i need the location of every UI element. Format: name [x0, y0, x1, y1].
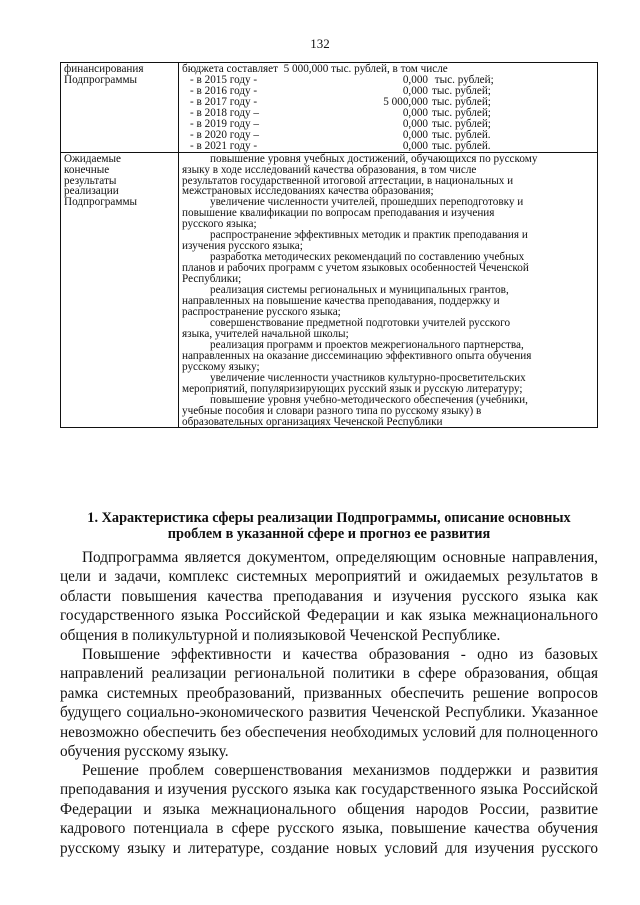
result-line: Республики;	[182, 273, 242, 286]
paragraph-line: Федерации и языка межнационального общения народов России, развитие	[60, 800, 598, 818]
expected-result-item	[182, 373, 595, 395]
table-row-expected-results	[61, 152, 598, 428]
page-number: 132	[310, 36, 330, 51]
year-unit: тыс. рублей;	[432, 106, 491, 119]
financing-year-row	[182, 141, 595, 152]
year-unit: тыс. рублей;	[432, 73, 494, 86]
result-line: мероприятий, популяризирующих русский язык и русскую литературу;	[182, 382, 523, 395]
label-line: результаты	[64, 174, 117, 187]
label-line: Подпрограммы	[64, 73, 138, 86]
result-line: распространение русского языка;	[182, 305, 341, 318]
heading-line: проблем в указанной сфере и прогноз ее развития	[167, 526, 491, 542]
expected-result-item	[182, 395, 595, 428]
year-unit: тыс. рублей.	[432, 128, 491, 141]
paragraph-line: будущего социально-экономического развития Чеченской Республики. Указанное	[60, 704, 598, 722]
expected-result-item	[182, 252, 595, 285]
paragraph-line: общения в поликультурной и полиязыковой Чеченской Республике.	[60, 626, 501, 644]
results-value-cell	[179, 152, 598, 428]
result-line: русскому языку;	[182, 360, 260, 373]
paragraph-line: русскому языку и литературе, создание новых условий для изучения русского	[60, 839, 598, 857]
expected-result-item	[182, 340, 595, 373]
year-label: - в 2021 году -	[190, 139, 258, 152]
paragraph-line: Повышение эффективности и качества образования - одно из базовых	[82, 646, 598, 663]
result-line: совершенствование предметной подготовки учителей русского	[210, 316, 511, 329]
paragraph-line: цели и задачи, комплекс системных мероприятий и ожидаемых результатов в	[60, 568, 598, 586]
paragraph-line: обучения русскому языку.	[60, 743, 229, 761]
paragraph-3	[60, 761, 598, 858]
result-line: учебные пособия и словари разного типа по русскому языку) в	[182, 404, 482, 417]
year-label: - в 2016 году -	[190, 84, 258, 97]
result-line: языка, учителей начальной школы;	[182, 327, 349, 340]
year-label: - в 2019 году –	[190, 117, 260, 130]
results-label-cell	[61, 152, 179, 428]
year-amount: 0,000	[402, 117, 428, 130]
result-line: образовательных организациях Чеченской Республики	[182, 415, 443, 428]
result-line: языку в ходе исследований качества образования, в том числе	[182, 163, 477, 176]
paragraph-line: направлений реализации региональной политики в сфере образования, общая	[60, 665, 598, 683]
result-line: повышение уровня учебных достижений, обучающихся по русскому	[210, 152, 538, 165]
result-line: увеличение численности участников культурно-просветительских	[210, 371, 526, 384]
result-line: разработка методических рекомендаций по составлению учебных	[210, 251, 525, 264]
financing-label-cell	[61, 63, 179, 153]
result-line: русского языка;	[182, 218, 257, 231]
paragraph-line: кадрового потенциала в сфере русского языка, повышение качества обучения	[60, 820, 598, 838]
paragraph-line: невозможно обеспечить без обеспечения необходимых условий для полноценного	[60, 723, 598, 741]
table-row-financing	[61, 63, 598, 153]
subprogram-passport-table	[60, 62, 598, 428]
expected-result-item	[182, 197, 595, 230]
paragraph-2	[60, 645, 598, 761]
result-line: повышение уровня учебно-методического обеспечения (учебники,	[210, 393, 528, 406]
label-line: Подпрограммы	[64, 196, 138, 209]
financing-intro: бюджета составляет 5 000,000 тыс. рублей, в том числе	[182, 63, 448, 75]
result-line: планов и рабочих программ с учетом языковых особенностей Чеченской	[182, 262, 529, 275]
expected-result-item	[182, 154, 595, 198]
result-line: распространение эффективных методик и практик преподавания и	[210, 229, 528, 242]
year-amount: 0,000	[402, 139, 428, 152]
year-amount: 0,000	[402, 84, 428, 97]
paragraph-line: области повышения качества преподавания и изучения русского языка как	[60, 587, 598, 605]
paragraph-1	[60, 548, 598, 645]
year-label: - в 2017 году -	[190, 95, 258, 108]
label-line: реализации	[64, 185, 119, 198]
result-line: изучения русского языка;	[182, 240, 303, 253]
year-amount: 5 000,000	[383, 95, 428, 108]
expected-result-item	[182, 318, 595, 340]
year-unit: тыс. рублей;	[432, 95, 491, 108]
heading-line: 1. Характеристика сферы реализации Подпрограммы, описание основных	[87, 510, 571, 526]
result-line: результатов государственной итоговой аттестации, в национальных и	[182, 174, 514, 187]
label-line: Ожидаемые	[64, 152, 121, 165]
year-amount: 0,000	[402, 128, 428, 141]
result-line: межстрановых исследованиях качества образования;	[182, 185, 434, 198]
label-line: финансирования	[64, 63, 144, 75]
result-line: повышение квалификации по вопросам преподавания и изучения	[182, 207, 495, 220]
paragraph-line: государственного языка Российской Федерации и как языка межнационального	[60, 607, 598, 625]
label-line: конечные	[64, 163, 110, 176]
result-line: реализация программ и проектов межрегионального партнерства,	[210, 338, 524, 351]
paragraph-line: преподавания и изучения русского языка как государственного языка Российской	[60, 781, 598, 799]
year-label: - в 2020 году –	[190, 128, 260, 141]
paragraph-line: Подпрограмма является документом, определяющим основные направления,	[82, 549, 598, 566]
result-line: реализация системы региональных и муниципальных грантов,	[210, 284, 509, 297]
year-amount: 0,000	[402, 73, 428, 86]
year-unit: тыс. рублей;	[432, 84, 491, 97]
expected-result-item	[182, 285, 595, 318]
year-unit: тыс. рублей;	[432, 117, 491, 130]
paragraph-line: рамка системных преобразований, призванных обеспечить решение вопросов	[60, 684, 598, 702]
year-label: - в 2015 году -	[190, 73, 258, 86]
result-line: направленных на повышение качества преподавания, поддержку и	[182, 295, 500, 308]
year-unit: тыс. рублей.	[432, 139, 491, 152]
paragraph-line: Решение проблем совершенствования механизмов поддержки и развития	[82, 762, 598, 779]
expected-result-item	[182, 230, 595, 252]
financing-years	[182, 75, 595, 152]
result-line: увеличение численности учителей, прошедших переподготовку и	[210, 196, 524, 209]
year-amount: 0,000	[402, 106, 428, 119]
result-line: направленных на оказание диссеминацию эффективного опыта обучения	[182, 349, 532, 362]
section-heading	[60, 510, 598, 542]
year-label: - в 2018 году –	[190, 106, 260, 119]
financing-value-cell	[179, 63, 598, 153]
